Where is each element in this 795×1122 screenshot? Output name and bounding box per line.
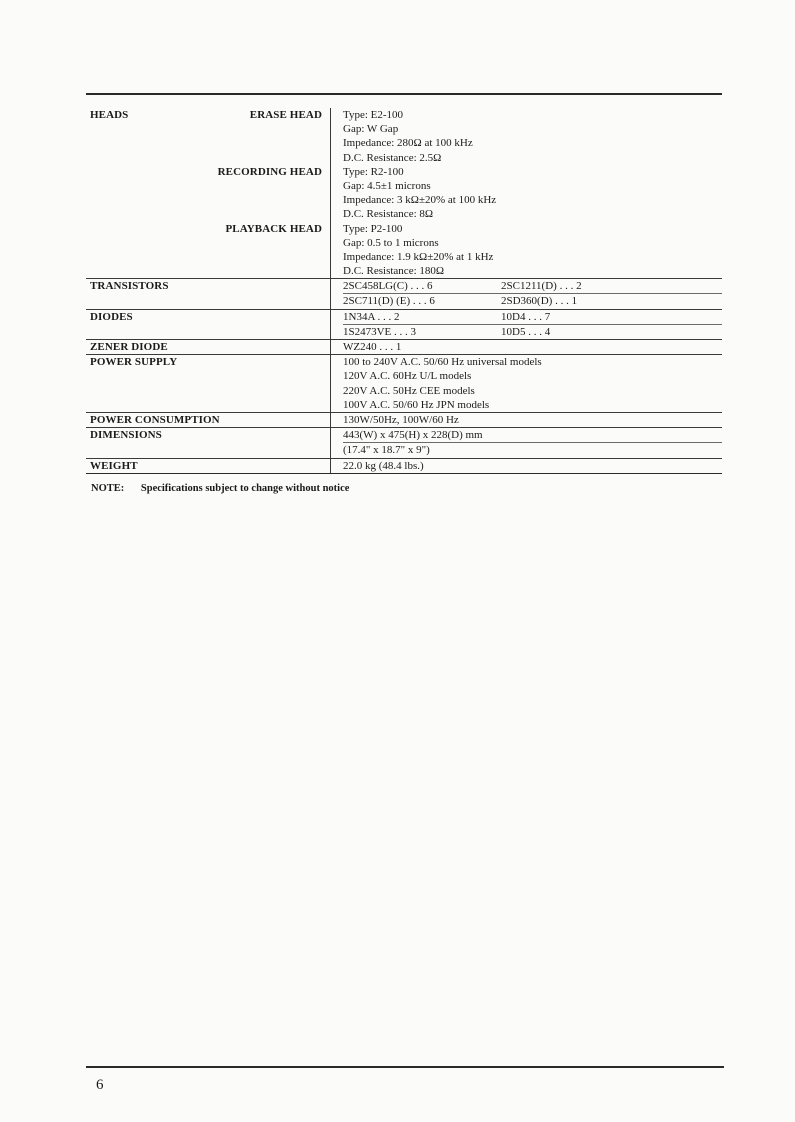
- spec-row-dimensions: [86, 427, 722, 457]
- spec-row-weight: [86, 458, 722, 474]
- playback-head-label: PLAYBACK HEAD: [225, 222, 322, 235]
- bottom-rule: [86, 1066, 724, 1068]
- power-consumption-value: 130W/50Hz, 100W/60 Hz: [343, 413, 459, 426]
- erase-gap: Gap: W Gap: [343, 123, 399, 136]
- note-label: NOTE:: [91, 483, 125, 494]
- diode-item: 10D4 . . . 7: [501, 310, 551, 323]
- spec-row-recording-head: [86, 165, 722, 222]
- page-number: 6: [96, 1077, 104, 1093]
- transistor-item: 2SC1211(D) . . . 2: [501, 280, 582, 293]
- spec-row-diodes: [86, 309, 722, 339]
- playback-impedance: Impedance: 1.9 kΩ±20% at 1 kHz: [343, 250, 494, 263]
- power-supply-line: 100V A.C. 50/60 Hz JPN models: [343, 398, 490, 411]
- playback-type: Type: P2-100: [343, 222, 403, 235]
- transistor-item: 2SC458LG(C) . . . 6: [343, 280, 433, 293]
- weight-value: 22.0 kg (48.4 lbs.): [343, 459, 424, 472]
- transistor-line: [343, 294, 722, 308]
- diode-item: 1S2473VE . . . 3: [343, 325, 417, 338]
- transistor-item: 2SC711(D) (E) . . . 6: [343, 295, 435, 308]
- spec-row-zener-diode: [86, 339, 722, 354]
- heads-label: HEADS: [90, 109, 129, 121]
- diode-line: [343, 310, 722, 325]
- power-consumption-label: POWER CONSUMPTION: [90, 413, 220, 426]
- diode-line: [343, 325, 722, 339]
- weight-label: WEIGHT: [90, 459, 138, 472]
- power-supply-label: POWER SUPPLY: [90, 356, 178, 369]
- transistor-item: 2SD360(D) . . . 1: [501, 295, 578, 308]
- playback-gap: Gap: 0.5 to 1 microns: [343, 236, 439, 249]
- spec-table: [86, 108, 722, 474]
- spec-row-power-consumption: [86, 412, 722, 427]
- note-text: Specifications subject to change without notice: [140, 483, 350, 494]
- spec-row-erase-head: [86, 108, 722, 165]
- transistor-line: [343, 279, 722, 294]
- recording-type: Type: R2-100: [343, 165, 404, 178]
- recording-gap: Gap: 4.5±1 microns: [343, 179, 431, 192]
- power-supply-line: 120V A.C. 60Hz U/L models: [343, 370, 472, 383]
- transistors-label: TRANSISTORS: [90, 280, 169, 293]
- recording-impedance: Impedance: 3 kΩ±20% at 100 kHz: [343, 194, 497, 207]
- diode-item: 10D5 . . . 4: [501, 325, 551, 338]
- diode-item: 1N34A . . . 2: [343, 310, 400, 323]
- erase-type: Type: E2-100: [343, 109, 404, 121]
- erase-head-label: ERASE HEAD: [249, 109, 322, 121]
- footnote: [91, 483, 349, 494]
- recording-dc-resistance: D.C. Resistance: 8Ω: [343, 208, 434, 221]
- zener-diode-value: WZ240 . . . 1: [343, 341, 402, 353]
- dimensions-metric: 443(W) x 475(H) x 228(D) mm: [343, 428, 722, 443]
- dimensions-label: DIMENSIONS: [90, 429, 162, 442]
- recording-head-label: RECORDING HEAD: [217, 165, 322, 178]
- spec-row-transistors: [86, 278, 722, 308]
- power-supply-line: 100 to 240V A.C. 50/60 Hz universal models: [343, 356, 542, 369]
- erase-dc-resistance: D.C. Resistance: 2.5Ω: [343, 151, 442, 164]
- top-rule: [86, 93, 722, 95]
- power-supply-line: 220V A.C. 50Hz CEE models: [343, 384, 475, 397]
- erase-impedance: Impedance: 280Ω at 100 kHz: [343, 137, 473, 150]
- spec-row-playback-head: [86, 222, 722, 279]
- playback-dc-resistance: D.C. Resistance: 180Ω: [343, 265, 445, 278]
- diodes-label: DIODES: [90, 310, 133, 323]
- spec-row-power-supply: [86, 354, 722, 412]
- dimensions-imperial: (17.4" x 18.7" x 9"): [343, 444, 430, 457]
- zener-diode-label: ZENER DIODE: [90, 341, 168, 353]
